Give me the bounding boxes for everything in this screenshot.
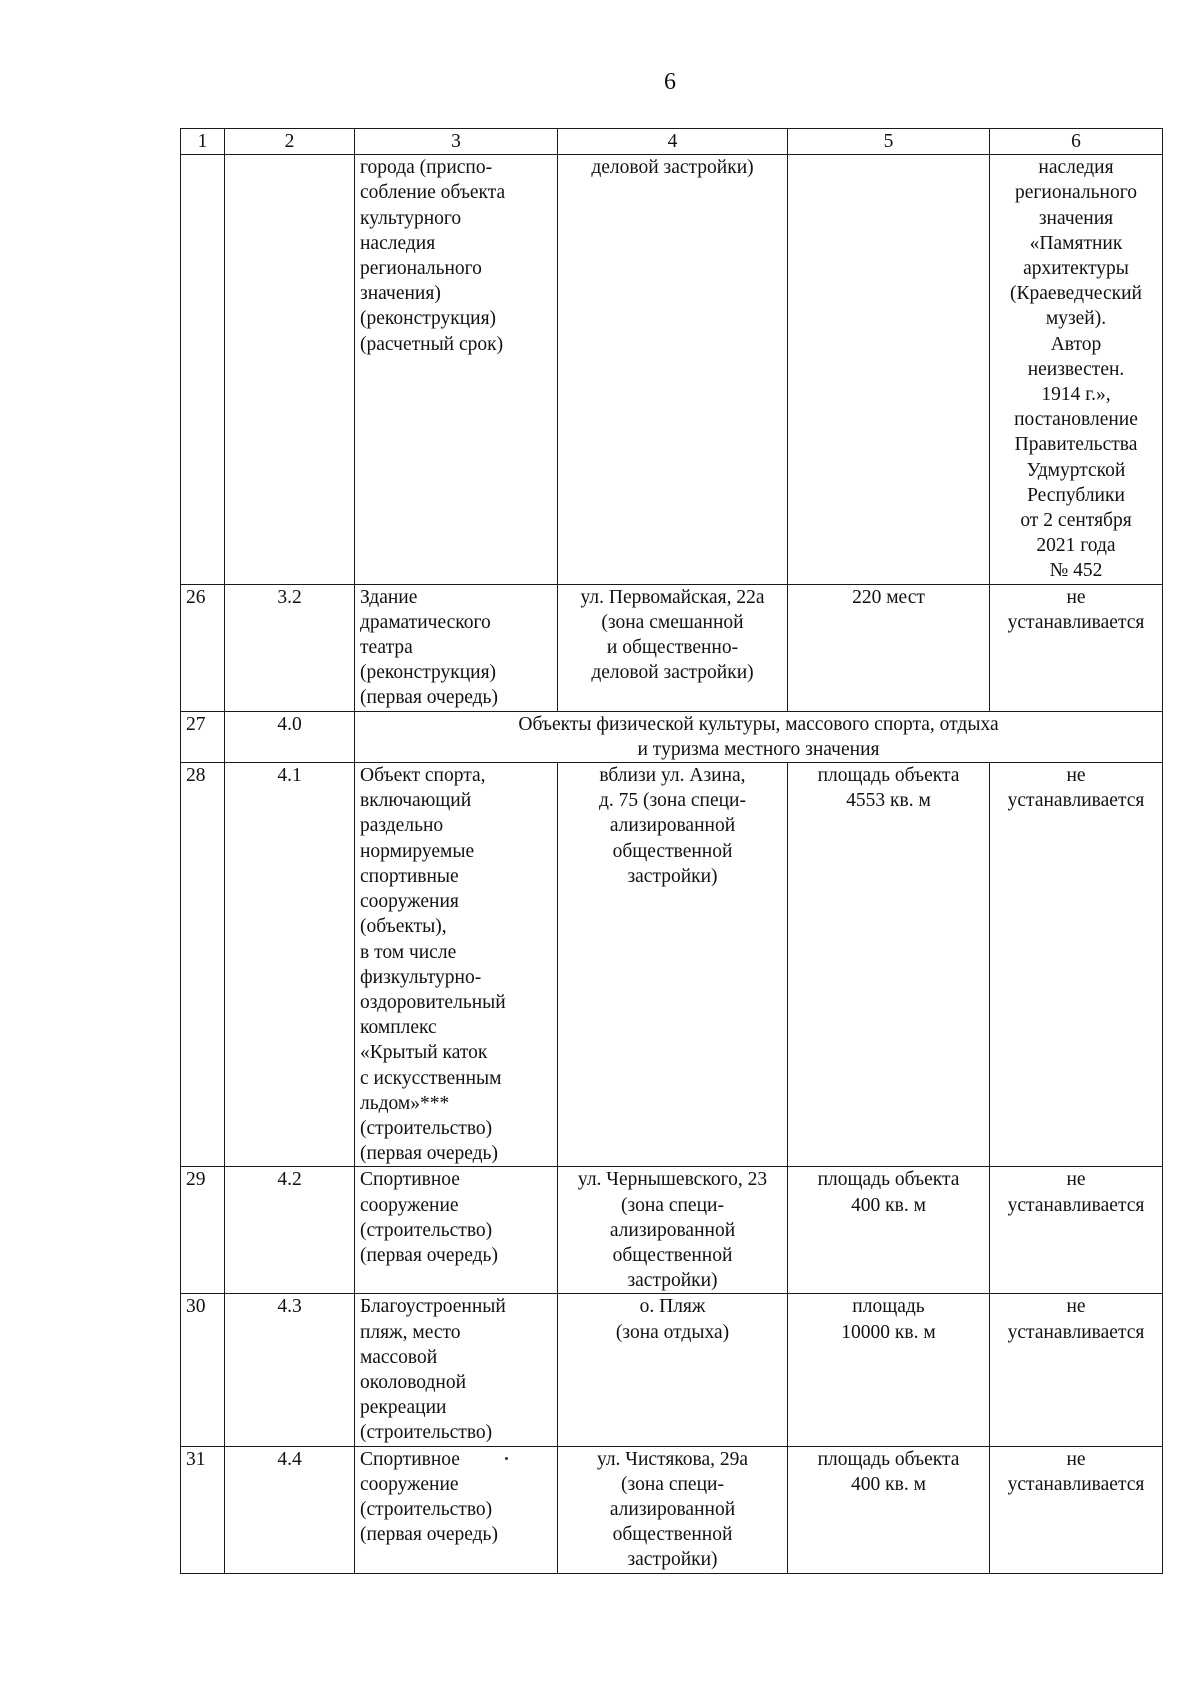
cell-text-line: с искусственным: [360, 1067, 502, 1089]
cell-text-line: Здание: [360, 586, 418, 608]
location-cell: [558, 763, 788, 1167]
cell-text-line: (первая очередь): [360, 687, 498, 709]
cell-text-line: 4553 кв. м: [846, 790, 931, 812]
row-number-cell: 31: [181, 1446, 225, 1573]
cell-text-line: драматического: [360, 611, 491, 633]
cell-text-line: (строительство): [360, 1422, 493, 1444]
cell-text-line: не: [1066, 765, 1086, 787]
cell-text-line: собление объекта: [360, 182, 506, 204]
row-number-cell: 30: [181, 1294, 225, 1446]
cell-text-line: спортивные: [360, 865, 459, 887]
cell-text-line: оздоровительный: [360, 991, 506, 1013]
cell-text-line: музей).: [1045, 308, 1107, 330]
cell-text-line: (зона специ-: [621, 1194, 724, 1216]
characteristics-cell: [788, 1446, 990, 1573]
table-row: [181, 1294, 1163, 1446]
table-row: [181, 155, 1163, 584]
code-cell: 4.3: [225, 1294, 355, 1446]
characteristics-cell: [788, 1167, 990, 1294]
cell-text-line: (объекты),: [360, 916, 447, 938]
cell-text-line: общественной: [612, 840, 733, 862]
cell-text-line: Благоустроенный: [360, 1296, 506, 1318]
location-cell: [558, 155, 788, 584]
cell-text-line: рекреации: [360, 1397, 447, 1419]
location-cell: [558, 584, 788, 711]
cell-text-line: о. Пляж: [639, 1296, 706, 1318]
code-cell: 4.1: [225, 763, 355, 1167]
cell-text-line: (реконструкция): [360, 662, 497, 684]
object-name-cell: [355, 1167, 558, 1294]
code-cell: 4.2: [225, 1167, 355, 1294]
cell-text-line: ул. Чистякова, 29а: [596, 1448, 749, 1470]
cell-text-line: Удмуртской: [1026, 459, 1126, 481]
cell-text-line: (строительство): [360, 1219, 493, 1241]
cell-text-line: (зона специ-: [621, 1473, 724, 1495]
cell-text-line: не: [1066, 1448, 1086, 1470]
cell-text-line: ализированной: [609, 815, 736, 837]
cell-text-line: включающий: [360, 790, 472, 812]
header-cell-6: 6: [990, 129, 1163, 155]
cell-text-line: площадь объекта: [817, 765, 960, 787]
location-cell: [558, 1294, 788, 1446]
zone-cell: [990, 1294, 1163, 1446]
cell-text-line: ул. Чернышевского, 23: [577, 1169, 768, 1191]
cell-text-line: регионального: [1015, 182, 1137, 204]
table-header-row: [181, 129, 1163, 155]
header-cell-2: 2: [225, 129, 355, 155]
cell-text-line: не: [1066, 1296, 1086, 1318]
cell-text-line: (строительство): [360, 1117, 493, 1139]
cell-text-line: «Крытый каток: [360, 1042, 488, 1064]
cell-text-line: от 2 сентября: [1020, 510, 1132, 532]
cell-text-line: наследия: [360, 232, 436, 254]
cell-text-line: устанавливается: [1007, 1473, 1145, 1495]
table-row: [181, 1446, 1163, 1573]
cell-text-line: застройки): [627, 865, 718, 887]
cell-text-line: 400 кв. м: [851, 1473, 926, 1495]
cell-text-line: Объект спорта,: [360, 765, 486, 787]
cell-text-line: площадь объекта: [817, 1169, 960, 1191]
code-cell: 4.0: [225, 711, 355, 762]
cell-text-line: ализированной: [609, 1219, 736, 1241]
cell-text-line: устанавливается: [1007, 1321, 1145, 1343]
cell-text-line: и общественно-: [606, 637, 739, 659]
cell-text-line: устанавливается: [1007, 1194, 1145, 1216]
cell-text-line: раздельно: [360, 815, 444, 837]
zone-cell: [990, 584, 1163, 711]
cell-text-line: (зона отдыха): [615, 1321, 730, 1343]
cell-text-line: в том числе: [360, 941, 457, 963]
cell-text-line: и туризма местного значения: [637, 738, 880, 760]
cell-text-line: льдом»***: [360, 1092, 450, 1114]
page-number: 6: [664, 69, 676, 95]
object-name-cell: [355, 1446, 558, 1573]
cell-text-line: архитектуры: [1023, 258, 1129, 280]
object-name-cell: [355, 763, 558, 1167]
section-heading-cell: [355, 711, 1163, 762]
cell-text-line: 10000 кв. м: [841, 1321, 936, 1343]
cell-text-line: регионального: [360, 258, 482, 280]
cell-text-line: д. 75 (зона специ-: [599, 790, 746, 812]
table-row: [181, 584, 1163, 711]
cell-text-line: значения): [360, 283, 441, 305]
cell-text-line: театра: [360, 637, 413, 659]
cell-text-line: Спортивное: [360, 1448, 460, 1470]
cell-text-line: Объекты физической культуры, массового спорта, отдыха: [518, 713, 999, 735]
row-number-cell: 29: [181, 1167, 225, 1294]
header-cell-1: 1: [181, 129, 225, 155]
cell-text-line: околоводной: [360, 1371, 467, 1393]
object-name-cell: [355, 155, 558, 584]
document-table: [180, 128, 1163, 1574]
zone-cell: [990, 763, 1163, 1167]
cell-text-line: (первая очередь): [360, 1143, 498, 1165]
characteristics-cell: [788, 763, 990, 1167]
cell-text-line: сооружение: [360, 1194, 459, 1216]
header-cell-3: 3: [355, 129, 558, 155]
cell-text-line: площадь: [852, 1296, 925, 1318]
object-name-cell: [355, 584, 558, 711]
cell-text-line: (первая очередь): [360, 1244, 498, 1266]
zone-cell: [990, 1167, 1163, 1294]
cell-text-line: «Памятник: [1029, 232, 1123, 254]
header-cell-4: 4: [558, 129, 788, 155]
cell-text-line: (Краеведческий: [1010, 283, 1142, 305]
cell-text-line: постановление: [1014, 409, 1138, 431]
code-cell: [225, 155, 355, 584]
location-cell: [558, 1446, 788, 1573]
cell-text-line: пляж, место: [360, 1321, 461, 1343]
cell-text-line: устанавливается: [1007, 790, 1145, 812]
cell-text-line: физкультурно-: [360, 966, 482, 988]
row-number-cell: 26: [181, 584, 225, 711]
cell-text-line: устанавливается: [1007, 611, 1145, 633]
characteristics-cell: [788, 584, 990, 711]
cell-text-line: Правительства: [1014, 434, 1138, 456]
cell-text-line: не: [1066, 586, 1086, 608]
cell-text-line: сооружение: [360, 1473, 459, 1495]
row-number-cell: 27: [181, 711, 225, 762]
cell-text-line: площадь объекта: [817, 1448, 960, 1470]
cell-text-line: значения: [1038, 207, 1114, 229]
cell-text-line: общественной: [612, 1524, 733, 1546]
code-cell: 4.4: [225, 1446, 355, 1573]
location-cell: [558, 1167, 788, 1294]
cell-text-line: наследия: [1038, 157, 1114, 179]
cell-text-line: (строительство): [360, 1498, 493, 1520]
cell-text-line: массовой: [360, 1346, 438, 1368]
zone-cell: [990, 1446, 1163, 1573]
cell-text-line: ул. Первомайская, 22а: [580, 586, 765, 608]
row-number-cell: 28: [181, 763, 225, 1167]
cell-text-line: (зона смешанной: [601, 611, 744, 633]
cell-text-line: № 452: [1049, 560, 1103, 582]
cell-text-line: 400 кв. м: [851, 1194, 926, 1216]
cell-text-line: 1914 г.»,: [1041, 384, 1111, 406]
cell-text-line: (реконструкция): [360, 308, 497, 330]
stray-dot-mark: [505, 1457, 508, 1460]
characteristics-cell: [788, 1294, 990, 1446]
cell-text-line: (первая очередь): [360, 1524, 498, 1546]
cell-text-line: неизвестен.: [1027, 358, 1125, 380]
characteristics-cell: [788, 155, 990, 584]
cell-text-line: Спортивное: [360, 1169, 460, 1191]
table-row: [181, 1167, 1163, 1294]
zone-cell: [990, 155, 1163, 584]
header-cell-5: 5: [788, 129, 990, 155]
cell-text-line: общественной: [612, 1244, 733, 1266]
cell-text-line: сооружения: [360, 891, 459, 913]
cell-text-line: ализированной: [609, 1498, 736, 1520]
row-number-cell: [181, 155, 225, 584]
cell-text-line: 2021 года: [1036, 535, 1116, 557]
object-name-cell: [355, 1294, 558, 1446]
cell-text-line: 220 мест: [852, 586, 925, 608]
cell-text-line: деловой застройки): [591, 157, 754, 179]
cell-text-line: застройки): [627, 1270, 718, 1292]
code-cell: 3.2: [225, 584, 355, 711]
cell-text-line: нормируемые: [360, 840, 475, 862]
table-row: [181, 763, 1163, 1167]
table-row: [181, 711, 1163, 762]
cell-text-line: (расчетный срок): [360, 333, 504, 355]
cell-text-line: города (приспо-: [360, 157, 493, 179]
cell-text-line: культурного: [360, 207, 462, 229]
cell-text-line: деловой застройки): [591, 662, 754, 684]
cell-text-line: Республики: [1027, 484, 1125, 506]
cell-text-line: не: [1066, 1169, 1086, 1191]
cell-text-line: комплекс: [360, 1017, 437, 1039]
cell-text-line: застройки): [627, 1549, 718, 1571]
cell-text-line: Автор: [1050, 333, 1102, 355]
cell-text-line: вблизи ул. Азина,: [599, 765, 746, 787]
